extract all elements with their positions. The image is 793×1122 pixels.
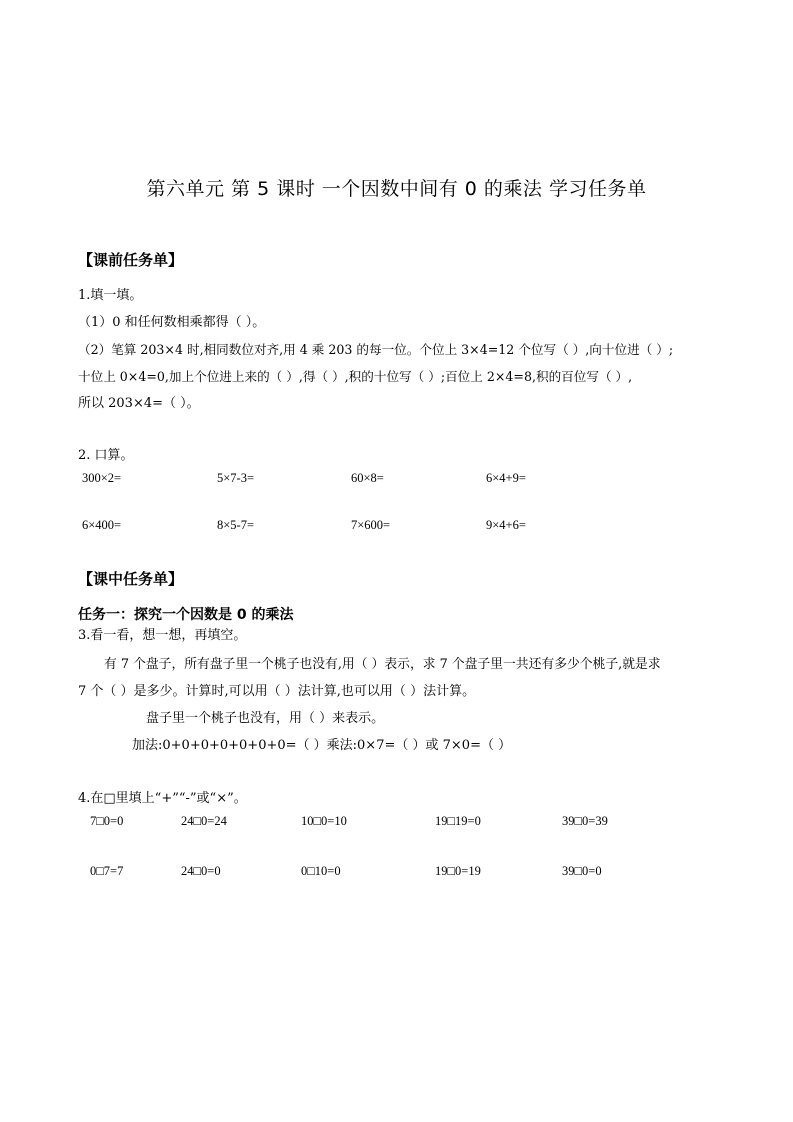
q3-label: 3.看一看，想一想，再填空。 [78,628,247,643]
in-class-heading: 【课中任务单】 [78,570,184,588]
q1-item2-line3: 所以 203×4=（ ）。 [78,396,200,411]
q2-cell: 5×7-3= [217,471,255,485]
q3-line3: 盘子里一个桃子也没有，用（ ）来表示。 [146,711,385,726]
q4-cell: 19□0=19 [435,864,481,878]
q2-label: 2. 口算。 [78,448,134,463]
q4-cell: 7□0=0 [90,814,124,828]
q2-cell: 9×4+6= [486,518,526,532]
q1-item2-line2: 十位上 0×4=0,加上个位进上来的（ ）,得（ ）,积的十位写（ ）;百位上 2×4=8,积的百位写（ ）, [78,369,633,384]
q4-label: 4.在□里填上“+”“-”或“×”。 [78,791,247,806]
q1-item1: （1）0 和任何数相乘都得（ ）。 [78,315,266,330]
pre-class-heading: 【课前任务单】 [78,251,184,269]
q4-cell: 24□0=0 [181,864,221,878]
q2-cell: 60×8= [351,471,384,485]
q4-cell: 19□19=0 [435,814,481,828]
q2-cell: 6×4+9= [486,471,526,485]
q3-line4: 加法:0+0+0+0+0+0+0=（ ）乘法:0×7=（ ）或 7×0=（ ） [132,738,512,753]
q2-cell: 6×400= [82,518,122,532]
task1-heading: 任务一：探究一个因数是 0 的乘法 [78,607,294,623]
q4-cell: 39□0=39 [562,814,608,828]
q3-line2: 7 个（ ）是多少。计算时,可以用（ ）法计算,也可以用（ ）法计算。 [78,684,476,699]
q1-label: 1.填一填。 [78,288,143,303]
q1-item2-line1: （2）笔算 203×4 时,相同数位对齐,用 4 乘 203 的每一位。个位上 3×4=12 个位写（ ）,向十位进（ ）; [78,342,674,357]
q4-cell: 24□0=24 [181,814,227,828]
q2-cell: 300×2= [82,471,122,485]
page-title: 第六单元 第 5 课时 一个因数中间有 0 的乘法 学习任务单 [146,178,647,200]
q2-cell: 8×5-7= [217,518,255,532]
q4-cell: 10□0=10 [301,814,347,828]
q4-cell: 0□10=0 [301,864,341,878]
q3-line1: 有 7 个盘子，所有盘子里一个桃子也没有,用（ ）表示，求 7 个盘子里一共还有多少个桃子,就是求 [104,657,661,672]
q2-cell: 7×600= [351,518,391,532]
q4-cell: 39□0=0 [562,864,602,878]
q4-cell: 0□7=7 [90,864,124,878]
